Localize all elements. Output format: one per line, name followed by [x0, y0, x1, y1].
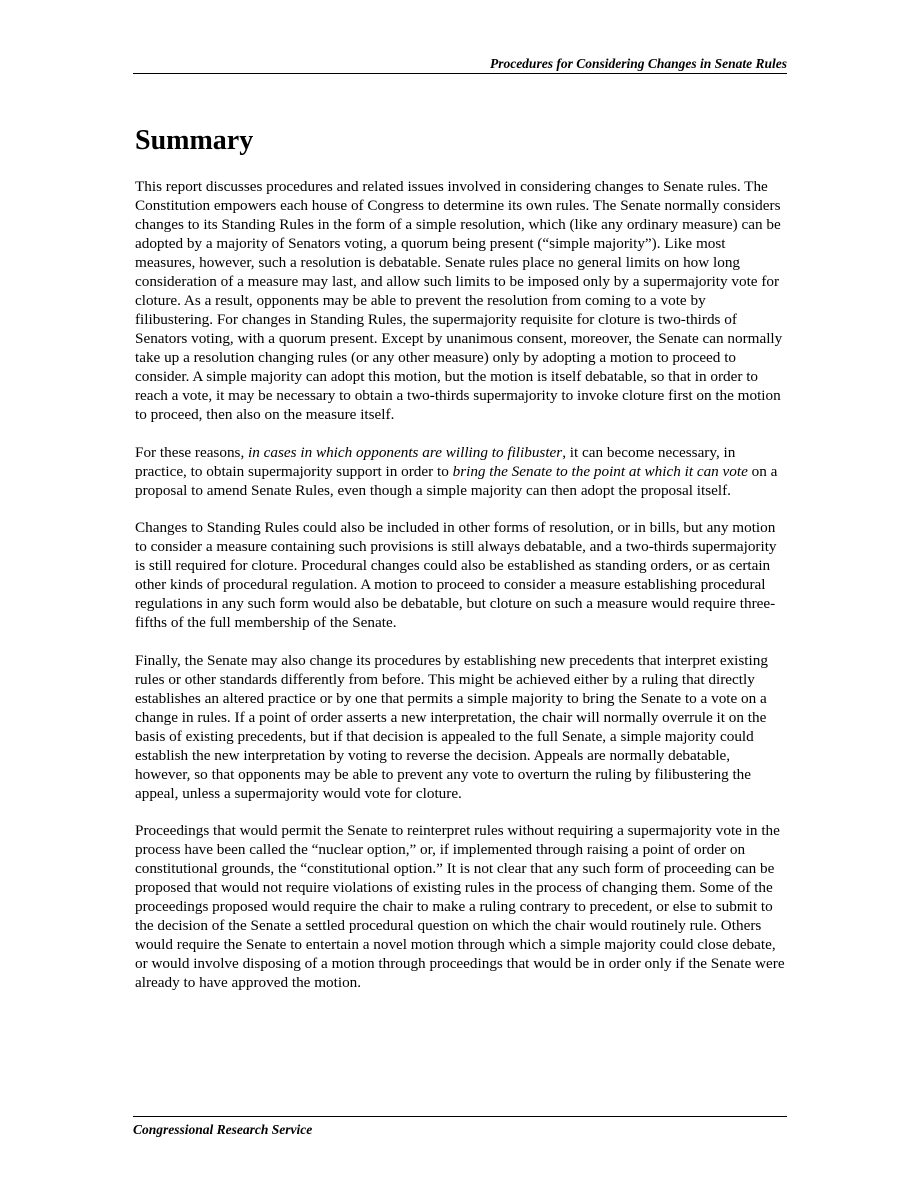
summary-paragraph-4: Finally, the Senate may also change its procedures by establishing new precedents that interpret existing rules or other standards differently from before. This might be achieved either by a ruling that directly establishes an altered practice or by one that permits a simple majority to bring the Senate to a vote on a change in rules. If a point of order asserts a new interpretation, the chair will normally overrule it on the basis of existing precedents, but if that decision is appealed to the full Senate, a simple majority could establish the new interpretation by voting to reverse the decision. Appeals are normally debatable, however, so that opponents may be able to prevent any vote to overturn the ruling by filibustering the appeal, unless a supermajority would vote for cloture.: [135, 651, 768, 802]
running-header-title: Procedures for Considering Changes in Senate Rules: [489, 56, 787, 71]
summary-paragraph-5: Proceedings that would permit the Senate to reinterpret rules without requiring a supermajority vote in the process have been called the “nuclear option,” or, if implemented through raising a point of order on constitutional grounds, the “constitutional option.” It is not clear that any such form of proceeding can be proposed that would not require violations of existing rules in the process of changing them. Some of the proceedings proposed would require the chair to make a ruling contrary to precedent, or else to submit to the decision of the Senate a settled procedural question on which the chair would routinely rule. Others would require the Senate to entertain a novel motion through which a simple majority could close debate, or would involve disposing of a motion through proceedings that would be in order only if the Senate were already to have approved the motion.: [135, 822, 785, 991]
paragraph-2-text-a: For these reasons,: [135, 443, 249, 461]
summary-body: [135, 177, 785, 992]
running-header: [133, 55, 787, 74]
summary-paragraph-3: Changes to Standing Rules could also be included in other forms of resolution, or in bills, but any motion to consider a measure containing such provisions is still always debatable, and a two-thirds supermajority is still required for cloture. Procedural changes could also be established as standing orders, or as certain other kinds of procedural regulation. A motion to proceed to consider a measure establishing procedural regulations in any such form would also be debatable, but cloture on such a measure would require three-fifths of the full membership of the Senate.: [135, 519, 777, 631]
paragraph-2-text-e: on a proposal to amend Senate Rules, even though a simple majority can then adopt the proposal itself.: [135, 462, 778, 499]
summary-paragraph-1: This report discusses procedures and related issues involved in considering changes to Senate rules. The Constitution empowers each house of Congress to determine its own rules. The Senate normally considers changes to its Standing Rules in the form of a simple resolution, which (like any ordinary measure) can be adopted by a majority of Senators voting, a quorum being present (“simple majority”). Like most measures, however, such a resolution is debatable. Senate rules place no general limits on how long consideration of a measure may last, and allow such limits to be imposed only by a supermajority vote for cloture. As a result, opponents may be able to prevent the resolution from coming to a vote by filibustering. For changes in Standing Rules, the supermajority requisite for cloture is two-thirds of Senators voting, with a quorum present. Except by unanimous consent, moreover, the Senate can normally take up a resolution changing rules (or any other measure) only by adopting a motion to proceed to consider. A simple majority can adopt this motion, but the motion is itself debatable, so that in order to reach a vote, it may be necessary to obtain a two-thirds supermajority to invoke cloture first on the motion to proceed, then also on the measure itself.: [135, 178, 783, 423]
summary-paragraph-2: [135, 443, 785, 500]
paragraph-2-emphasis-vote: bring the Senate to the point at which it can vote: [452, 462, 748, 480]
summary-heading: Summary: [135, 125, 254, 156]
footer-organization: Congressional Research Service: [133, 1122, 313, 1137]
paragraph-2-emphasis-filibuster: in cases in which opponents are willing to filibuster: [248, 443, 563, 461]
running-footer: [133, 1116, 787, 1139]
paragraph-2-text-c: , it can become necessary, in practice, to obtain supermajority support in order to: [135, 443, 736, 480]
